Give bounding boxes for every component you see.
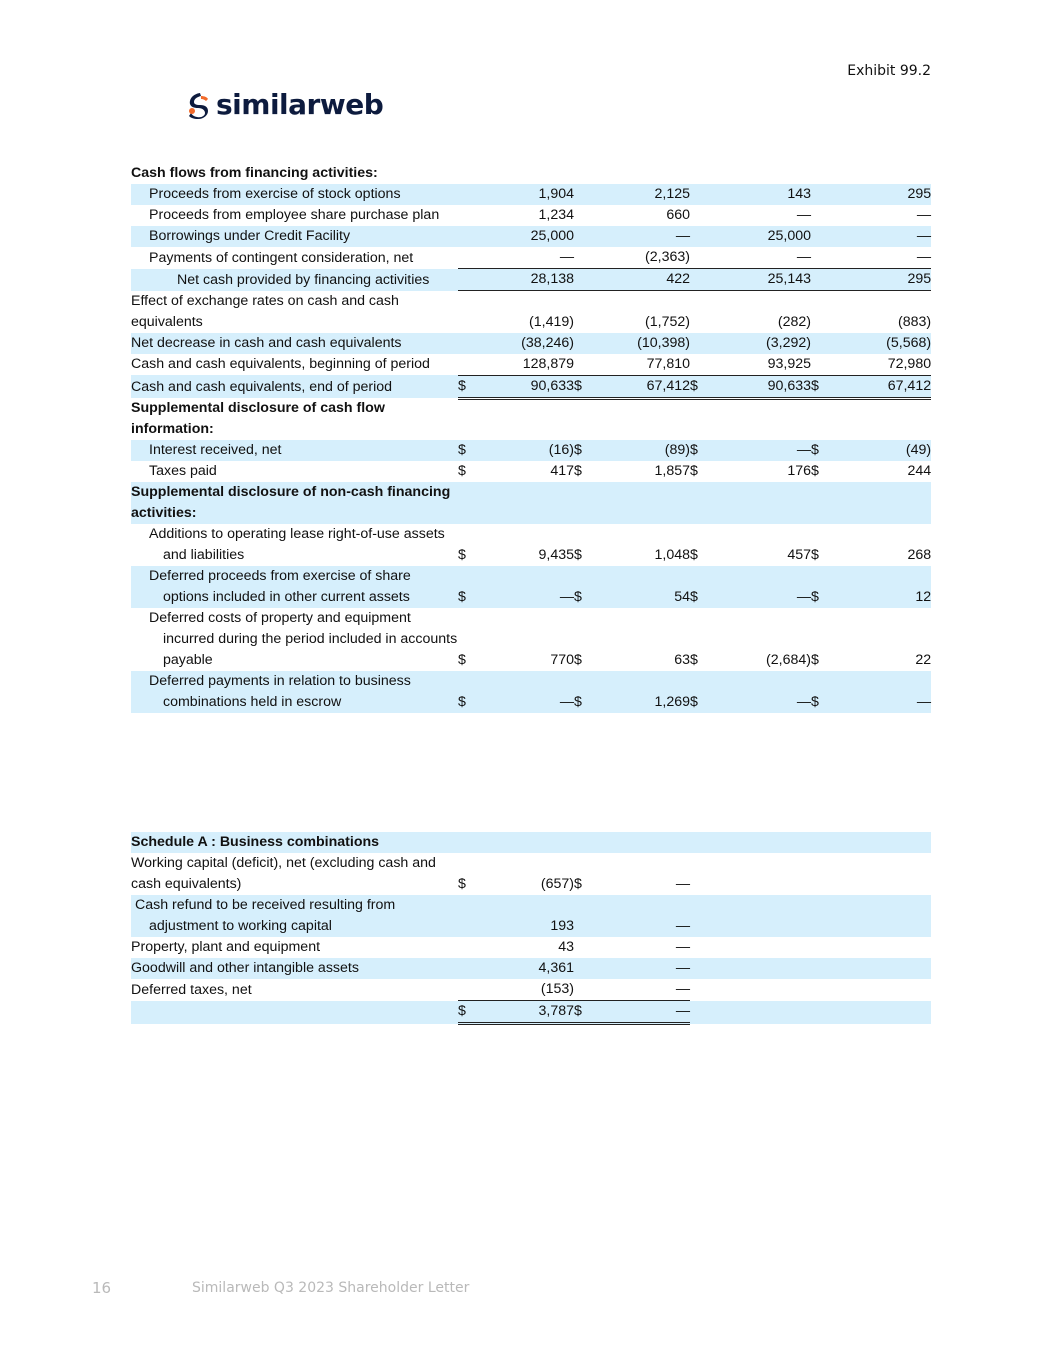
table-row: Cash and cash equivalents, beginning of period 128,879 77,810 93,925 72,980 xyxy=(131,354,931,376)
table-row: Payments of contingent consideration, net — (2,363) — — xyxy=(131,247,931,269)
table-row: Interest received, net $ (16) $ (89) $ — $ (49) xyxy=(131,440,931,461)
cash-flow-table xyxy=(131,163,931,713)
logo-text: similarweb xyxy=(216,88,384,121)
table-row: Effect of exchange rates on cash and cash equivalents (1,419) (1,752) (282) (883) xyxy=(131,292,932,330)
section-header-supplemental-noncash: Supplemental disclosure of non-cash financing activities: xyxy=(131,482,931,524)
table-row: Borrowings under Credit Facility 25,000 — 25,000 — xyxy=(131,226,931,247)
table-row: Deferred costs of property and equipment incurred during the period included in accounts payable $ 770 $ 63 $ (2,684) $ 22 xyxy=(149,610,932,668)
table-row: Taxes paid $ 417 $ 1,857 $ 176 $ 244 xyxy=(149,463,932,479)
page-number: 16 xyxy=(92,1279,112,1297)
section-header-financing: Cash flows from financing activities: xyxy=(131,165,378,181)
table-row: Property, plant and equipment 43 — xyxy=(131,939,690,955)
table-row: Cash refund to be received resulting from adjustment to working capital 193 — xyxy=(131,895,931,937)
table-row-total: $ 3,787 $ — xyxy=(131,1001,931,1024)
table-row: Working capital (deficit), net (excluding cash and cash equivalents) $ (657) $ — xyxy=(131,855,690,892)
section-header-supplemental-cash: Supplemental disclosure of cash flow information: xyxy=(131,400,385,437)
exhibit-label: Exhibit 99.2 xyxy=(847,63,931,79)
table-row: Deferred payments in relation to business combinations held in escrow $ — $ 1,269 $ — $ — xyxy=(131,671,931,713)
table-row: Net decrease in cash and cash equivalents (38,246) (10,398) (3,292) (5,568) xyxy=(131,333,931,354)
footer-title: Similarweb Q3 2023 Shareholder Letter xyxy=(192,1280,470,1296)
schedule-header: Schedule A : Business combinations xyxy=(131,832,931,853)
similarweb-logo xyxy=(186,88,383,121)
schedule-a-table xyxy=(131,832,931,1025)
similarweb-logo-icon xyxy=(186,91,210,119)
table-row: Additions to operating lease right-of-use assets and liabilities $ 9,435 $ 1,048 $ 457 $ 268 xyxy=(149,526,932,563)
table-row: Deferred taxes, net (153) — xyxy=(131,979,931,1001)
table-row: Deferred proceeds from exercise of share options included in other current assets $ — $ 54 $ — $ 12 xyxy=(131,566,931,608)
table-row: Cash and cash equivalents, end of period $ 90,633 $ 67,412 $ 90,633 $ 67,412 xyxy=(131,375,931,398)
table-row: Net cash provided by financing activities 28,138 422 25,143 295 xyxy=(131,269,931,291)
table-row: Goodwill and other intangible assets 4,361 — xyxy=(131,958,931,979)
table-row: Proceeds from exercise of stock options 1,904 2,125 143 295 xyxy=(131,184,931,205)
table-row: Proceeds from employee share purchase plan 1,234 660 — — xyxy=(149,207,932,223)
